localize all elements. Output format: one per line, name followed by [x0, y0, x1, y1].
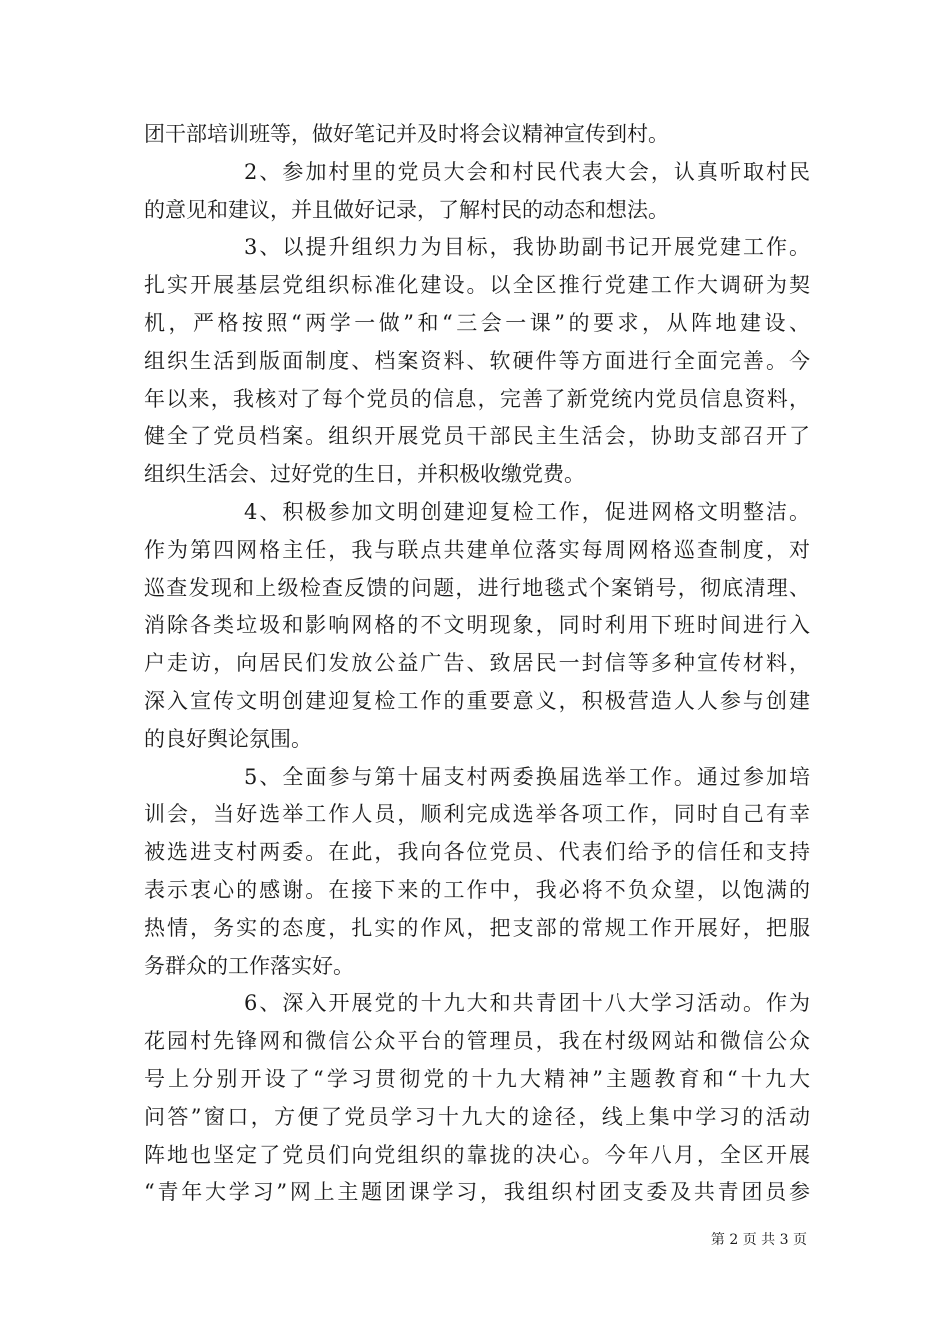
text-line: 5、全面参与第十届支村两委换届选举工作。通过参加培: [244, 764, 810, 789]
text-line: 扎实开展基层党组织标准化建设。以全区推行党建工作大调研为契: [144, 273, 810, 298]
text-line: 花园村先锋网和微信公众平台的管理员，我在村级网站和微信公众: [144, 1029, 810, 1054]
text-line: 消除各类垃圾和影响网格的不文明现象，同时利用下班时间进行入: [144, 613, 810, 638]
text-line: 组织生活会、过好党的生日，并积极收缴党费。: [144, 462, 585, 487]
text-line: 阵地也坚定了党员们向党组织的靠拢的决心。今年八月，全区开展: [144, 1142, 810, 1167]
document-body: [144, 116, 810, 1212]
text-line: 健全了党员档案。组织开展党员干部民主生活会，协助支部召开了: [144, 424, 810, 449]
text-line: 的意见和建议，并且做好记录，了解村民的动态和想法。: [144, 197, 669, 222]
text-line: 作为第四网格主任，我与联点共建单位落实每周网格巡查制度，对: [144, 537, 810, 562]
text-line: 4、积极参加文明创建迎复检工作，促进网格文明整洁。: [244, 499, 810, 524]
text-line: 问答”窗口，方便了党员学习十九大的途径，线上集中学习的活动: [144, 1104, 810, 1129]
text-line: 2、参加村里的党员大会和村民代表大会，认真听取村民: [244, 159, 810, 184]
text-line: 组织生活到版面制度、档案资料、软硬件等方面进行全面完善。今: [144, 348, 810, 373]
text-line: 号上分别开设了“学习贯彻党的十九大精神”主题教育和“十九大: [144, 1066, 810, 1091]
text-line: 团干部培训班等，做好笔记并及时将会议精神宣传到村。: [144, 122, 669, 146]
text-line: 6、深入开展党的十九大和共青团十八大学习活动。作为: [244, 991, 810, 1016]
text-line: 年以来，我核对了每个党员的信息，完善了新党统内党员信息资料，: [144, 386, 810, 411]
text-line: 巡查发现和上级检查反馈的问题，进行地毯式个案销号，彻底清理、: [144, 575, 810, 600]
text-line: 深入宣传文明创建迎复检工作的重要意义，积极营造人人参与创建: [144, 688, 810, 713]
text-line: “青年大学习”网上主题团课学习，我组织村团支委及共青团员参: [144, 1180, 810, 1205]
text-line: 训会，当好选举工作人员，顺利完成选举各项工作，同时自己有幸: [144, 802, 810, 827]
text-line: 务群众的工作落实好。: [144, 953, 354, 978]
text-line: 被选进支村两委。在此，我向各位党员、代表们给予的信任和支持: [144, 840, 810, 865]
text-line: 的良好舆论氛围。: [144, 726, 312, 751]
text-line: 机，严格按照“两学一做”和“三会一课”的要求，从阵地建设、: [144, 310, 810, 335]
text-line: 热情，务实的态度，扎实的作风，把支部的常规工作开展好，把服: [144, 915, 810, 940]
text-line: 3、以提升组织力为目标，我协助副书记开展党建工作。: [244, 235, 810, 260]
page-number-footer: 第 2 页 共 3 页: [710, 1232, 807, 1248]
text-line: 户走访，向居民们发放公益广告、致居民一封信等多种宣传材料，: [144, 651, 810, 676]
text-line: 表示衷心的感谢。在接下来的工作中，我必将不负众望，以饱满的: [144, 877, 810, 902]
